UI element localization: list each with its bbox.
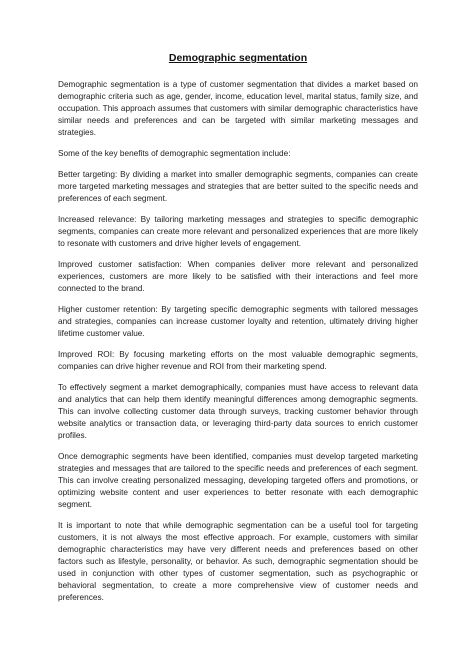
paragraph-customer-retention: Higher customer retention: By targeting specific demographic segments with tailored messages and strategies, companies can increase customer loyalty and retention, ultimately driving higher lifetime customer value.	[58, 305, 418, 338]
paragraph-benefits-lead: Some of the key benefits of demographic segmentation include:	[58, 149, 291, 158]
paragraph-improved-roi: Improved ROI: By focusing marketing efforts on the most valuable demographic segments, companies can drive higher revenue and ROI from their marketing spend.	[58, 350, 418, 371]
paragraph-targeted-strategies: Once demographic segments have been identified, companies must develop targeted marketing strategies and messages that are tailored to the specific needs and preferences of each segment. This can involve creating personalized messaging, developing targeted offers and promotions, or optimizing website content and user experiences to better resonate with each demographic segment.	[58, 452, 418, 509]
paragraph-data-analytics: To effectively segment a market demographically, companies must have access to relevant data and analytics that can help them identify meaningful differences among demographic segments. This can involve collecting customer data through surveys, tracking customer behavior through website analytics or transaction data, or leveraging third-party data sources to enrich customer profiles.	[58, 383, 418, 440]
paragraph-limitations: It is important to note that while demographic segmentation can be a useful tool for targeting customers, it is not always the most effective approach. For example, customers with similar demographic characteristics may have very different needs and preferences based on other factors such as lifestyle, personality, or behavior. As such, demographic segmentation should be used in conjunction with other types of customer segmentation, such as psychographic or behavioral segmentation, to create a more comprehensive view of customer needs and preferences.	[58, 521, 418, 602]
paragraph-intro: Demographic segmentation is a type of customer segmentation that divides a market based on demographic criteria such as age, gender, income, education level, marital status, family size, and occupation. This approach assumes that customers with similar demographic characteristics have similar needs and preferences and can be targeted with similar marketing messages and strategies.	[58, 80, 418, 137]
paragraph-customer-satisfaction: Improved customer satisfaction: When companies deliver more relevant and personalized experiences, customers are more likely to be satisfied with their interactions and feel more connected to the brand.	[58, 260, 418, 293]
document-title: Demographic segmentation	[168, 52, 308, 64]
document-body	[58, 52, 418, 613]
paragraph-better-targeting: Better targeting: By dividing a market into smaller demographic segments, companies can create more targeted marketing messages and strategies that are better suited to the specific needs and preferences of each segment.	[58, 170, 418, 203]
paragraph-increased-relevance: Increased relevance: By tailoring marketing messages and strategies to specific demographic segments, companies can create more relevant and personalized experiences that are more likely to resonate with customers and drive higher levels of engagement.	[58, 215, 418, 248]
